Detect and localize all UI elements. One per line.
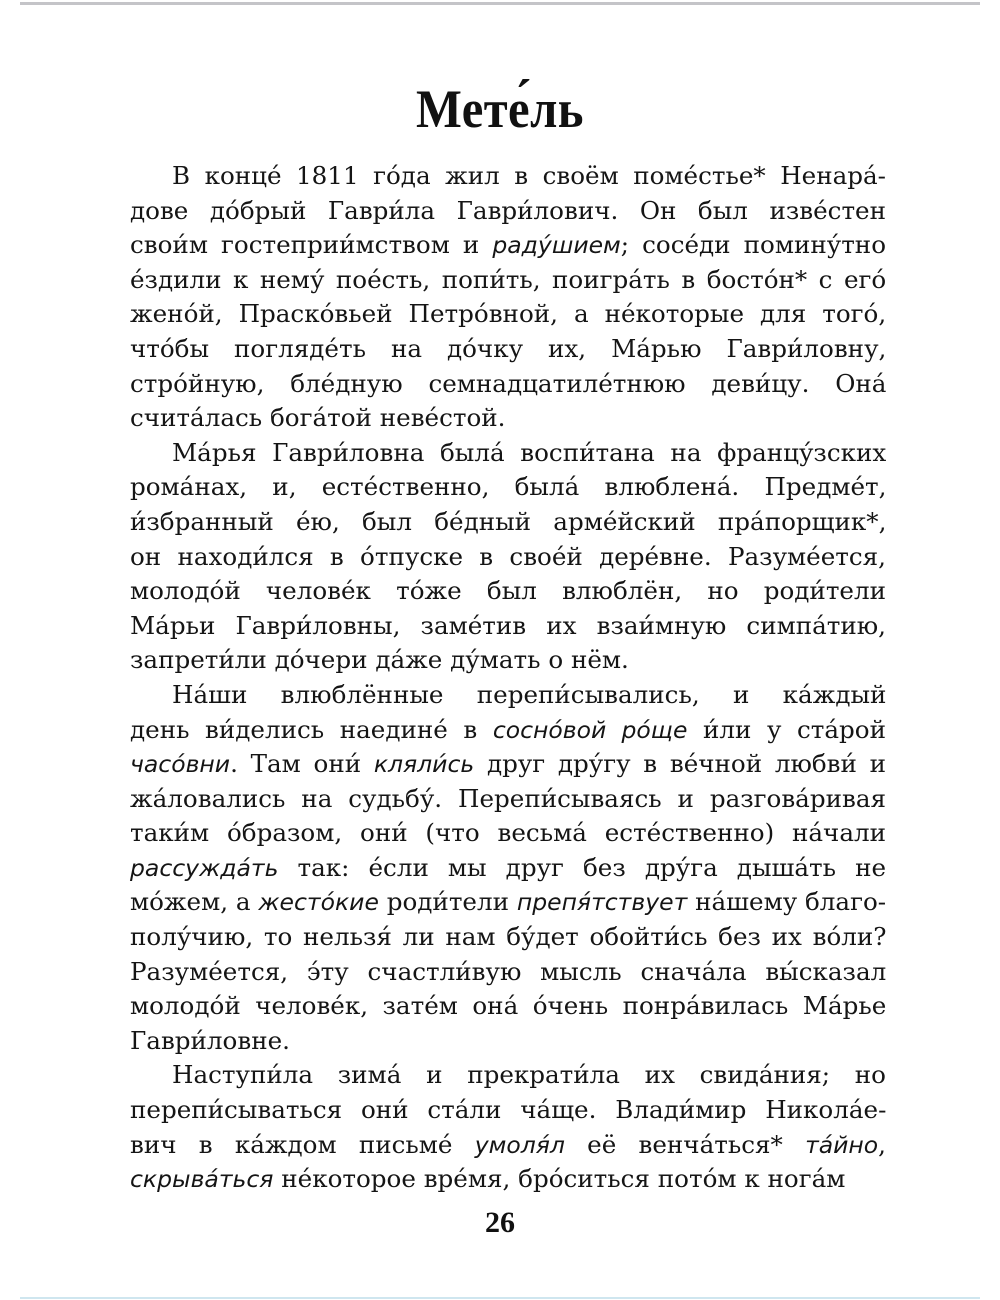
text-segment: Гаври́ловне. (130, 1025, 290, 1055)
text-segment: полу́чию, то нельзя́ ли нам бу́дет обойти́сь без их во́ли? (130, 922, 887, 952)
text-segment: не́которое вре́мя, бро́ситься пото́м к нога́м (273, 1164, 846, 1194)
text-line (130, 228, 886, 263)
text-segment: На́ши влюблённые перепи́сывались, и ка́ждый (172, 679, 887, 709)
text-line (130, 609, 886, 644)
text-segment: он находи́лся в о́тпуске в свое́й дере́вне. Разуме́ется, (130, 541, 886, 571)
text-line (130, 1128, 886, 1163)
top-page-border (20, 2, 980, 5)
text-segment: Разуме́ется, э́ту счастли́вую мысль снача́ла вы́сказал (130, 956, 887, 986)
italic-term: сосно́вой ро́ще (492, 715, 688, 744)
italic-term: та́йно (805, 1130, 879, 1159)
italic-term: жесто́кие (258, 888, 379, 917)
text-line (130, 505, 886, 540)
text-line (130, 920, 886, 955)
text-segment: на́шему благо- (687, 887, 887, 917)
text-line (130, 263, 886, 298)
italic-term: препя́тствует (516, 888, 688, 917)
text-line (130, 851, 886, 886)
italic-term: раду́шием (492, 231, 621, 260)
paragraph (130, 159, 886, 436)
italic-term: рассужда́ть (130, 853, 279, 882)
text-segment: и́збранный е́ю, был бе́дный арме́йский пра́порщик*, (130, 506, 887, 536)
text-segment: день ви́делись наедине́ в (130, 714, 493, 744)
text-line (130, 885, 886, 920)
text-line (130, 401, 886, 436)
text-line (130, 574, 886, 609)
text-segment: рома́нах, и, есте́ственно, была́ влюблена́. Предме́т, (130, 472, 887, 502)
text-segment: счита́лась бога́той неве́стой. (130, 403, 506, 433)
text-line (130, 332, 886, 367)
page-title: Мете́ль (416, 79, 584, 139)
text-segment: и́ли у ста́рой (687, 714, 886, 744)
text-segment: стро́йную, бле́дную семнадцатиле́тнюю деви́цу. Она́ (130, 368, 887, 398)
text-line (130, 1058, 886, 1093)
text-segment: ; сосе́ди помину́тно (620, 230, 887, 260)
paragraph (130, 1058, 886, 1196)
italic-term: скрыва́ться (130, 1165, 274, 1194)
italic-term: умоля́л (474, 1130, 565, 1159)
text-line (130, 1093, 886, 1128)
text-segment: молодо́й челове́к то́же был влюблён, но роди́тели (130, 576, 886, 606)
text-segment: жа́ловались на судьбу́. Перепи́сываясь и разгова́ривая (130, 783, 886, 813)
text-segment: молодо́й челове́к, зате́м она́ о́чень понра́вилась Ма́рье (130, 991, 887, 1021)
paragraph (130, 678, 886, 1059)
text-segment: жено́й, Праско́вьей Петро́вной, а не́которые для того́, (130, 299, 887, 329)
text-line (130, 678, 886, 713)
bottom-page-border (20, 1297, 980, 1299)
text-line (130, 436, 886, 471)
text-line (130, 367, 886, 402)
text-line (130, 159, 886, 194)
text-segment: вич в ка́ждом письме́ (130, 1129, 475, 1159)
text-line (130, 643, 886, 678)
text-line (130, 1162, 886, 1197)
text-line (130, 989, 886, 1024)
text-line (130, 1024, 886, 1059)
text-segment: В конце́ 1811 го́да жил в своём поме́стье* Ненара́- (172, 161, 886, 190)
text-segment: дове до́брый Гаври́ла Гаври́лович. Он был изве́стен (130, 195, 886, 225)
text-segment: Ма́рья Гаври́ловна была́ воспи́тана на францу́зских (172, 437, 887, 467)
text-line (130, 782, 886, 817)
text-line (130, 194, 886, 229)
text-line (130, 747, 886, 782)
text-segment: запрети́ли до́чери да́же ду́мать о нём. (130, 645, 629, 675)
italic-term: кляли́сь (373, 750, 475, 779)
text-segment: свои́м гостеприи́мством и (130, 230, 493, 260)
text-line (130, 540, 886, 575)
text-segment: друг дру́гу в ве́чной любви́ и (474, 749, 887, 779)
page-number: 26 (485, 1206, 515, 1239)
text-line (130, 955, 886, 990)
text-line (130, 470, 886, 505)
text-segment: . Там они́ (230, 749, 374, 779)
story-text (130, 159, 886, 1197)
paragraph (130, 436, 886, 678)
text-line (130, 816, 886, 851)
text-segment: перепи́сываться они́ ста́ли ча́ще. Влади́мир Никола́е- (130, 1095, 887, 1125)
text-segment: е́здили к нему́ пое́сть, попи́ть, поигра́ть в босто́н* с его́ (130, 264, 887, 294)
text-segment: так: е́сли мы друг без дру́га дыша́ть не (278, 852, 887, 882)
text-segment: , (878, 1129, 886, 1159)
text-segment: Наступи́ла зима́ и прекрати́ла их свида́ния; но (172, 1060, 886, 1090)
text-segment: её венча́ться* (564, 1129, 806, 1159)
text-segment: что́бы погляде́ть на до́чку их, Ма́рью Гаври́ловну, (130, 333, 887, 363)
text-line (130, 297, 886, 332)
text-segment: Ма́рьи Гаври́ловны, заме́тив их взаи́мную симпа́тию, (130, 610, 886, 640)
text-segment: роди́тели (378, 887, 517, 917)
text-segment: мо́жем, а (130, 887, 259, 917)
text-segment: таки́м о́бразом, они́ (что весьма́ есте́ственно) на́чали (130, 818, 886, 848)
text-line (130, 713, 886, 748)
italic-term: часо́вни (130, 750, 231, 779)
